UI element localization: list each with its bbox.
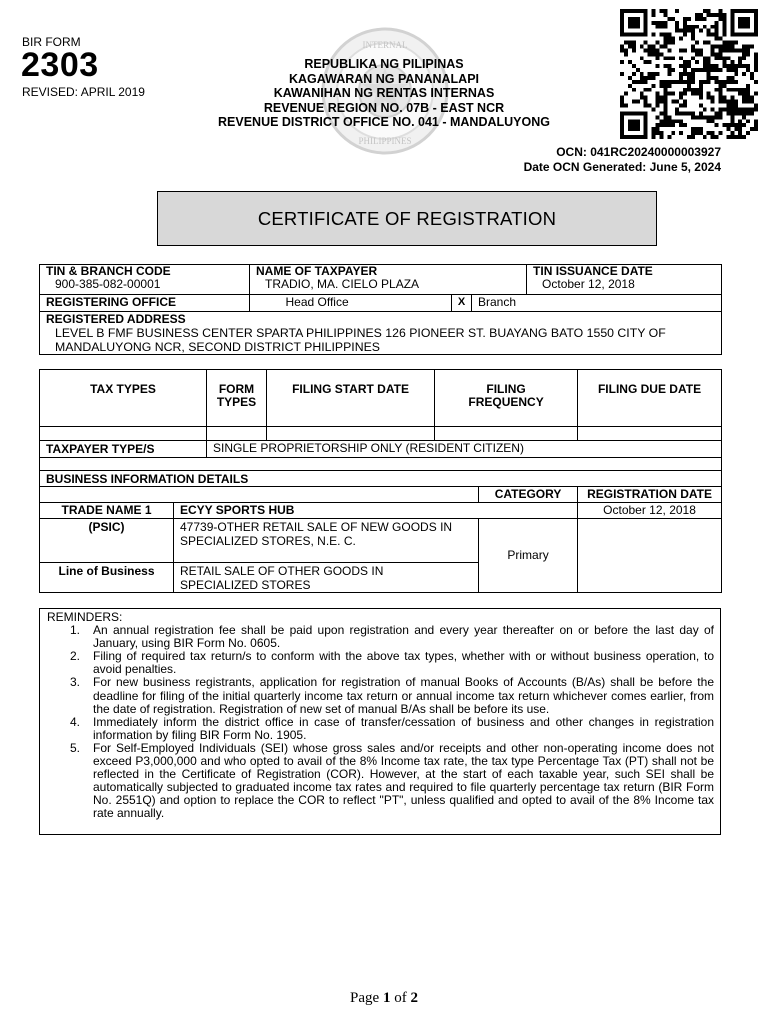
reminders-heading: REMINDERS: [47, 610, 123, 624]
filing-start-header: FILING START DATE [267, 370, 435, 427]
line-of-business-value: RETAIL SALE OF OTHER GOODS IN SPECIALIZED STORES [174, 563, 479, 593]
taxpayer-type-label: TAXPAYER TYPE/S [40, 441, 207, 458]
form-types-header: FORM TYPES [207, 370, 267, 427]
registration-date-value: October 12, 2018 [578, 503, 722, 519]
issuance-label: TIN ISSUANCE DATE [533, 264, 653, 278]
address-value: LEVEL B FMF BUSINESS CENTER SPARTA PHILIPPINES 126 PIONEER ST. BUAYANG BATO 1550 CITY OF MANDALUYONG NCR, SECOND DISTRICT PHILIPPINES [55, 326, 666, 354]
start-date-empty-cell [267, 427, 435, 441]
page-current: 1 [382, 990, 391, 1006]
agency-line: REPUBLIKA NG PILIPINAS [304, 57, 464, 71]
ocn-block [524, 145, 721, 174]
head-office-label: Head Office [280, 295, 452, 312]
filing-due-header: FILING DUE DATE [578, 370, 722, 427]
tax-types-header: TAX TYPES [40, 370, 207, 427]
qr-code [619, 9, 759, 139]
reminder-item: 1. An annual registration fee shall be paid upon registration and every year thereafter on or before the last day of January, using BIR Form No. 0605. [70, 623, 714, 651]
category-value: Primary [479, 519, 578, 593]
certificate-title: CERTIFICATE OF REGISTRATION [157, 191, 657, 246]
reminders-list [47, 624, 714, 820]
form-revision: REVISED: APRIL 2019 [22, 85, 145, 99]
agency-line: KAGAWARAN NG PANANALAPI [288, 71, 480, 86]
taxpayer-type-value: SINGLE PROPRIETORSHIP ONLY (RESIDENT CITIZEN) [207, 441, 722, 458]
ocn-number: OCN: 041RC20240000003927 [556, 145, 721, 159]
agency-line: REVENUE DISTRICT OFFICE NO. 041 - MANDALUYONG [218, 115, 550, 130]
branch-label: Branch [472, 295, 722, 312]
taxpayer-name-value: TRADIO, MA. CIELO PLAZA [265, 277, 420, 291]
reminder-item: 4. Immediately inform the district office in case of transfer/cessation of business and other changes in registration information by filing BIR Form No. 1905. [70, 714, 714, 742]
reminders-box [39, 608, 721, 835]
form-type-empty-cell [207, 427, 267, 441]
spacer-row [40, 458, 722, 471]
reminder-item: 5. For Self-Employed Individuals (SEI) whose gross sales and/or receipts and other non-operating income does not exceed P3,000,000 and who opted to avail of the 8% Income tax rate, the tax type Percentage Tax (PT) shall not be reflected in the Certificate of Registration (COR). However, at the start of each taxable year, such SEI shall be automatically subjected to graduated income tax rates and required to file quarterly percentage tax return (BIR Form No. 2551Q) and option to replace the COR to reflect "PT", unless qualified and opted to avail of the 8% Income tax rate annually. [70, 740, 714, 821]
agency-line: KAWANIHAN NG RENTAS INTERNAS [273, 86, 495, 101]
registration-date-header: REGISTRATION DATE [578, 487, 722, 503]
issuance-cell [527, 265, 722, 295]
tin-label: TIN & BRANCH CODE [46, 264, 171, 278]
reminder-item: 3. For new business registrants, application for registration of manual Books of Accounts (B/As) shall be before the deadline for filing of the initial quarterly income tax return or annual income tax return whichever comes earlier, from the date of registration. Registration of new set of manual B/As shall be before its use. [70, 675, 714, 716]
tin-value: 900-385-082-00001 [55, 277, 161, 291]
registration-date-empty [578, 519, 722, 593]
svg-text:INTERNAL: INTERNAL [362, 40, 408, 50]
due-date-empty-cell [578, 427, 722, 441]
taxpayer-name-label: NAME OF TAXPAYER [256, 264, 378, 278]
form-number: 2303 [21, 46, 99, 84]
form-label: BIR FORM [22, 35, 81, 49]
address-label: REGISTERED ADDRESS [46, 312, 186, 326]
agency-line: REVENUE REGION NO. 07B - EAST NCR [263, 100, 505, 115]
filing-frequency-header: FILING FREQUENCY [435, 370, 578, 427]
business-section-label: BUSINESS INFORMATION DETAILS [40, 471, 722, 487]
page-indicator [0, 990, 768, 1007]
trade-name-label: TRADE NAME 1 [40, 503, 174, 519]
frequency-empty-cell [435, 427, 578, 441]
page-word: Page [350, 990, 380, 1006]
office-label: REGISTERING OFFICE [40, 295, 250, 312]
tax-type-empty-cell [40, 427, 207, 441]
branch-checkmark: X [452, 295, 472, 312]
head-office-checkbox [250, 295, 280, 312]
psic-label: (PSIC) [40, 519, 174, 563]
trade-name-value: ECYY SPORTS HUB [174, 503, 578, 519]
tax-business-table [39, 369, 721, 593]
of-word: of [394, 990, 407, 1006]
ocn-date: Date OCN Generated: June 5, 2024 [523, 159, 721, 174]
business-header-empty [40, 487, 479, 503]
issuance-value: October 12, 2018 [542, 277, 635, 291]
svg-text:PHILIPPINES: PHILIPPINES [358, 136, 412, 146]
tin-cell [40, 265, 250, 295]
page-total: 2 [410, 990, 418, 1006]
reminder-item: 2. Filing of required tax return/s to conform with the above tax types, whether with or without business operation, to avoid penalties. [70, 649, 714, 677]
line-of-business-label: Line of Business [40, 563, 174, 593]
registration-table [39, 264, 721, 355]
address-cell [40, 312, 722, 355]
category-header: CATEGORY [479, 487, 578, 503]
taxpayer-name-cell [250, 265, 527, 295]
psic-value: 47739-OTHER RETAIL SALE OF NEW GOODS IN SPECIALIZED STORES, N.E. C. [174, 519, 479, 563]
